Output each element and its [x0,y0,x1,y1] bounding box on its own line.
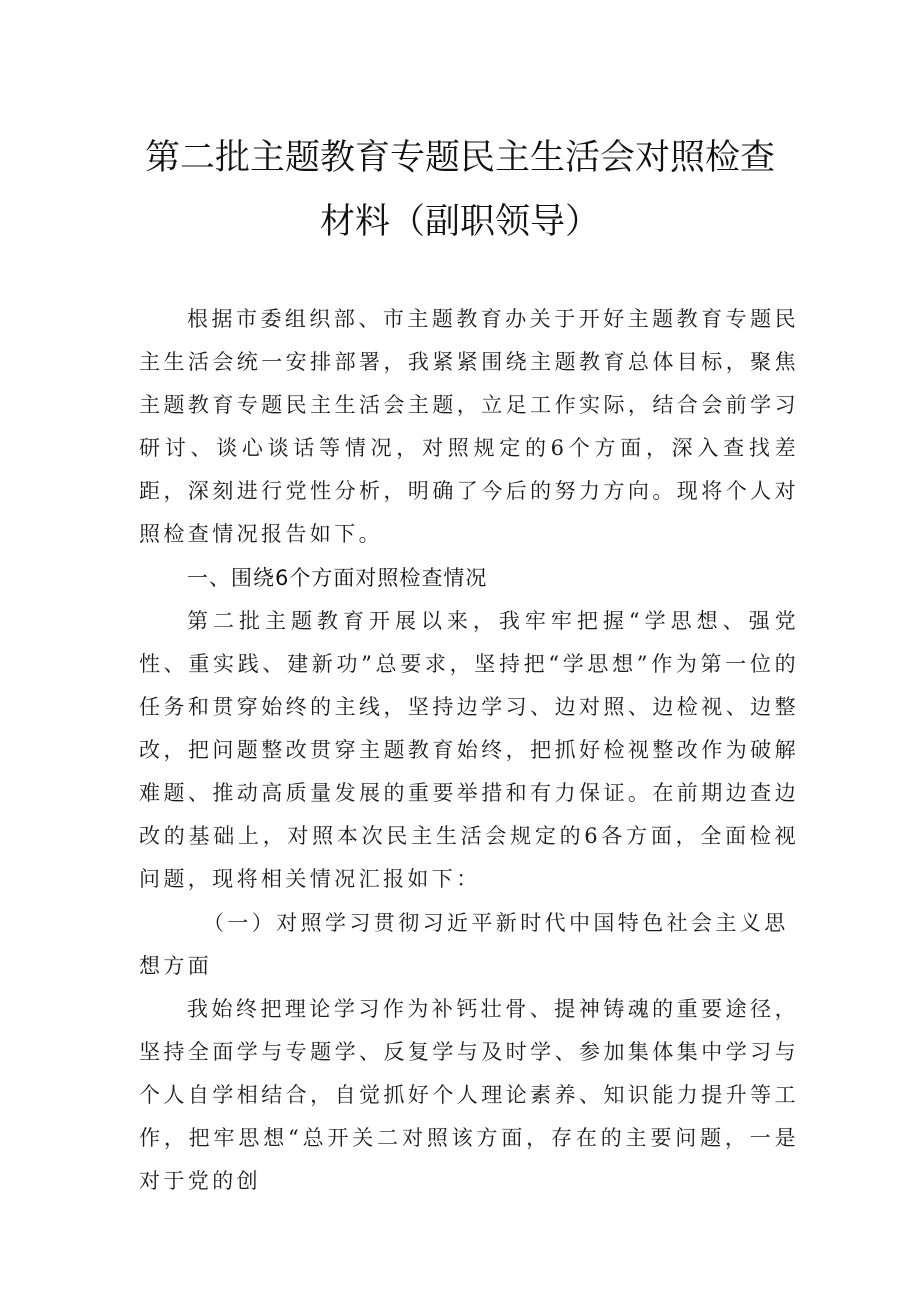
document-title-line-1: 第二批主题教育专题民主生活会对照检查 [144,138,775,178]
subsection-heading: （一）对照学习贯彻习近平新时代中国特色社会主义思想方面 [139,911,789,978]
section-heading: 一、围绕6个方面对照检查情况 [187,566,488,590]
document-title-line-2: 材料（副职领导） [319,202,600,242]
section-paragraph: 第二批主题教育开展以来，我牢牢把握“学思想、强党性、重实践、建新功”总要求，坚持把“学思想”作为第一位的任务和贯穿始终的主线，坚持边学习、边对照、边检视、边整改，把问题整改贯穿主题教育始终，把抓好检视整改作为破解难题、推动高质量发展的重要举措和有力保证。在前期边查边改的基础上，对照本次民主生活会规定的6各方面，全面检视问题，现将相关情况汇报如下： [139,609,799,891]
intro-paragraph: 根据市委组织部、市主题教育办关于开好主题教育专题民主生活会统一安排部署，我紧紧围绕主题教育总体目标，聚焦主题教育专题民主生活会主题，立足工作实际，结合会前学习研讨、谈心谈话等情况，对照规定的6个方面，深入查找差距，深刻进行党性分析，明确了今后的努力方向。现将个人对照检查情况报告如下。 [139,307,799,546]
subsection-paragraph: 我始终把理论学习作为补钙壮骨、提神铸魂的重要途径，坚持全面学与专题学、反复学与及时学、参加集体集中学习与个人自学相结合，自觉抓好个人理论素养、知识能力提升等工作，把牢思想“总开关二对照该方面，存在的主要问题，一是对于党的创 [139,997,799,1193]
